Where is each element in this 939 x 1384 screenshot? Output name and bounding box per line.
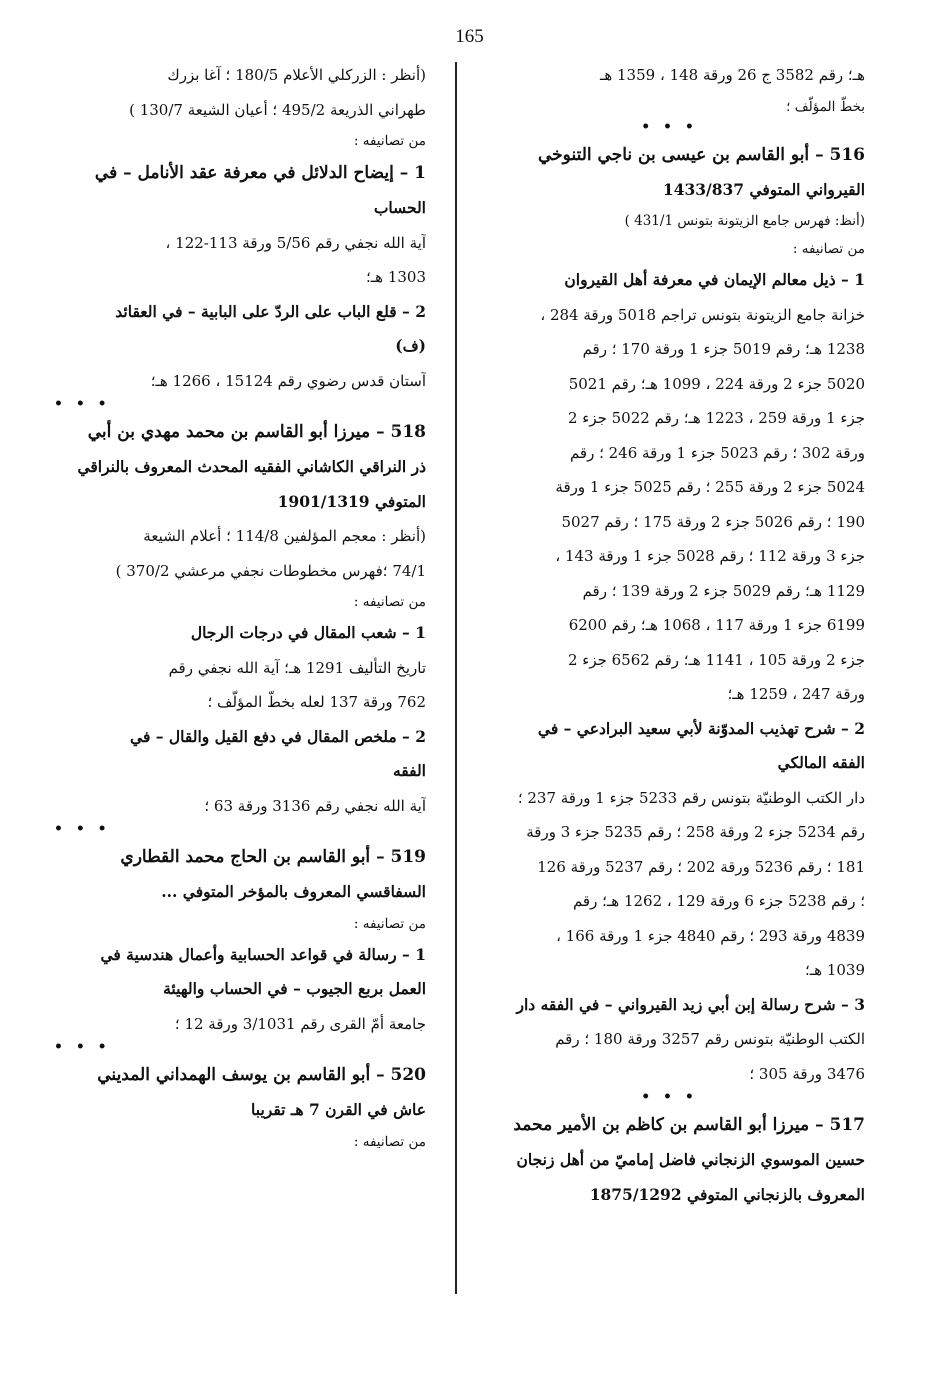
left-column-line-26: من تصانيفه : — [353, 915, 426, 932]
left-column-line-15: 74/1 ؛فهرس مخطوطات نجفي مرعشي 370/2 ) — [115, 561, 426, 580]
right-column-line-23: رقم 5234 جزء 2 ورقة 258 ؛ رقم 5235 جزء 3 ورقة — [526, 823, 865, 841]
left-column-line-5: آية الله نجفي رقم 5/56 ورقة 113-122 ، — [165, 233, 426, 252]
left-column-line-14: (أنظر : معجم المؤلفين 114/8 ؛ أعلام الشيعة — [143, 527, 426, 545]
right-column-line-14: 190 ؛ رقم 5026 جزء 2 ورقة 175 ؛ رقم 5027 — [561, 512, 865, 531]
right-column-line-18: جزء 2 ورقة 105 ، 1141 هـ؛ رقم 6562 جزء 2 — [567, 650, 865, 669]
right-column-line-24: 181 ؛ رقم 5236 ورقة 202 ؛ رقم 5237 ورقة 126 — [537, 857, 865, 876]
left-column-line-31: 520 – أبو القاسم بن يوسف الهمداني المديني — [97, 1065, 426, 1085]
left-column-line-7: 2 – قلع الباب على الردّ على البابية – في العقائد — [115, 301, 426, 321]
left-column-line-8: (ف) — [395, 336, 426, 355]
right-column-line-22: دار الكتب الوطنيّة بتونس رقم 5233 جزء 1 ورقة 237 ؛ — [517, 788, 865, 807]
right-column-line-26: 4839 ورقة 293 ؛ رقم 4840 جزء 1 ورقة 166 ، — [556, 926, 865, 945]
right-column-line-20: 2 – شرح تهذيب المدوّنة لأبي سعيد البرادعي – في — [537, 718, 865, 738]
right-column-line-21: الفقه المالكي — [777, 753, 865, 772]
right-column-line-1: بخطّ المؤلّف ؛ — [786, 98, 865, 115]
left-column-line-30: • • • — [54, 1041, 111, 1055]
right-column-line-8: خزانة جامع الزيتونة بتونس تراجم 5018 ورقة 284 ، — [540, 305, 865, 324]
right-column-line-10: 5020 جزء 2 ورقة 224 ، 1099 هـ؛ رقم 5021 — [568, 374, 865, 393]
left-column-line-3: 1 – إيضاح الدلائل في معرفة عقد الأنامل – في — [94, 163, 426, 183]
right-column-line-33: حسين الموسوي الزنجاني فاضل إماميّ من أهل زنجان — [516, 1150, 865, 1169]
right-column-line-32: 517 – ميرزا أبو القاسم بن كاظم بن الأمير محمد — [513, 1115, 865, 1135]
right-column-line-13: 5024 جزء 2 ورقة 255 ؛ رقم 5025 جزء 1 ورقة — [555, 478, 865, 496]
right-column-line-9: 1238 هـ؛ رقم 5019 جزء 1 ورقة 170 ؛ رقم — [582, 340, 865, 358]
right-column-line-30: 3476 ورقة 305 ؛ — [749, 1064, 865, 1083]
right-column-line-2: • • • — [641, 120, 698, 135]
left-column-line-25: السفاقسي المعروف بالمؤخر المتوفي ... — [161, 882, 426, 901]
right-column-line-12: ورقة 302 ؛ رقم 5023 جزء 1 ورقة 246 ؛ رقم — [569, 443, 865, 462]
right-column-line-16: 1129 هـ؛ رقم 5029 جزء 2 ورقة 139 ؛ رقم — [582, 581, 865, 600]
right-column — [474, 58, 865, 1212]
right-column-line-17: 6199 جزء 1 ورقة 117 ، 1068 هـ؛ رقم 6200 — [568, 616, 865, 634]
right-column-line-3: 516 – أبو القاسم بن عيسى بن ناجي التنوخي — [538, 144, 865, 165]
right-column-line-27: 1039 هـ؛ — [804, 961, 865, 979]
left-column-line-21: الفقه — [392, 761, 426, 780]
left-column-line-0: (أنظر : الزركلي الأعلام 180/5 ؛ آغا بزرك — [167, 66, 426, 84]
right-column-line-29: الكتب الوطنيّة بتونس رقم 3257 ورقة 180 ؛ رقم — [555, 1030, 865, 1048]
left-column-line-10: • • • — [54, 398, 111, 412]
right-column-line-11: جزء 1 ورقة 259 ، 1223 هـ؛ رقم 5022 جزء 2 — [567, 409, 865, 427]
left-column-line-27: 1 – رسالة في قواعد الحسابية وأعمال هندسية في — [100, 944, 426, 964]
left-column-line-16: من تصانيفه : — [353, 594, 426, 610]
right-column-line-6: من تصانيفه : — [792, 241, 865, 257]
right-column-line-5: (أنظ: فهرس جامع الزيتونة بتونس 431/1 ) — [624, 213, 865, 229]
left-column-line-29: جامعة أمّ القرى رقم 3/1031 ورقة 12 ؛ — [174, 1014, 426, 1033]
left-column-line-17: 1 – شعب المقال في درجات الرجال — [190, 623, 426, 642]
left-column-line-32: عاش في القرن 7 هـ تقريبا — [251, 1100, 426, 1119]
left-column-line-33: من تصانيفه : — [353, 1133, 426, 1150]
left-column-line-1: طهراني الذريعة 495/2 ؛ أعيان الشيعة 130/7 ) — [129, 100, 426, 119]
left-column-line-9: آستان قدس رضوي رقم 15124 ، 1266 هـ؛ — [150, 371, 426, 390]
right-column-line-31: • • • — [641, 1091, 698, 1105]
column-divider — [455, 62, 457, 1294]
left-column — [34, 58, 426, 1156]
right-column-line-4: القيرواني المتوفي 1433/837 — [662, 179, 865, 199]
left-column-line-12: ذر النراقي الكاشاني الفقيه المحدث المعروف بالنراقي — [77, 457, 426, 476]
left-column-line-13: المتوفي 1901/1319 — [277, 491, 426, 511]
left-column-line-2: من تصانيفه : — [353, 133, 426, 149]
left-column-line-20: 2 – ملخص المقال في دفع القيل والقال – في — [130, 726, 426, 746]
left-column-line-24: 519 – أبو القاسم بن الحاج محمد القطاري — [120, 847, 426, 867]
left-column-line-28: العمل بربع الجيوب – في الحساب والهيئة — [163, 979, 426, 998]
left-column-line-19: 762 ورقة 137 لعله بخطّ المؤلّف ؛ — [207, 693, 426, 711]
right-column-line-34: المعروف بالزنجاني المتوفي 1875/1292 — [589, 1184, 865, 1204]
right-column-line-19: ورقة 247 ، 1259 هـ؛ — [727, 685, 865, 703]
right-column-line-15: جزء 3 ورقة 112 ؛ رقم 5028 جزء 1 ورقة 143 ، — [555, 547, 865, 565]
left-column-line-4: الحساب — [373, 198, 426, 217]
left-column-line-11: 518 – ميرزا أبو القاسم بن محمد مهدي بن أبي — [87, 422, 426, 442]
left-column-line-23: • • • — [54, 823, 111, 837]
right-column-line-0: هـ؛ رقم 3582 ج 26 ورقة 148 ، 1359 هـ — [599, 66, 865, 84]
left-column-line-22: آية الله نجفي رقم 3136 ورقة 63 ؛ — [204, 796, 426, 815]
right-column-line-7: 1 – ذيل معالم الإيمان في معرفة أهل القيروان — [564, 270, 865, 289]
page-number: 165 — [455, 26, 484, 47]
left-column-line-18: تاريخ التأليف 1291 هـ؛ آية الله نجفي رقم — [168, 658, 426, 677]
left-column-line-6: 1303 هـ؛ — [365, 268, 426, 286]
right-column-line-28: 3 – شرح رسالة إبن أبي زيد القيرواني – في الفقه دار — [516, 994, 865, 1014]
right-column-line-25: ؛ رقم 5238 جزء 6 ورقة 129 ، 1262 هـ؛ رقم — [572, 892, 865, 910]
